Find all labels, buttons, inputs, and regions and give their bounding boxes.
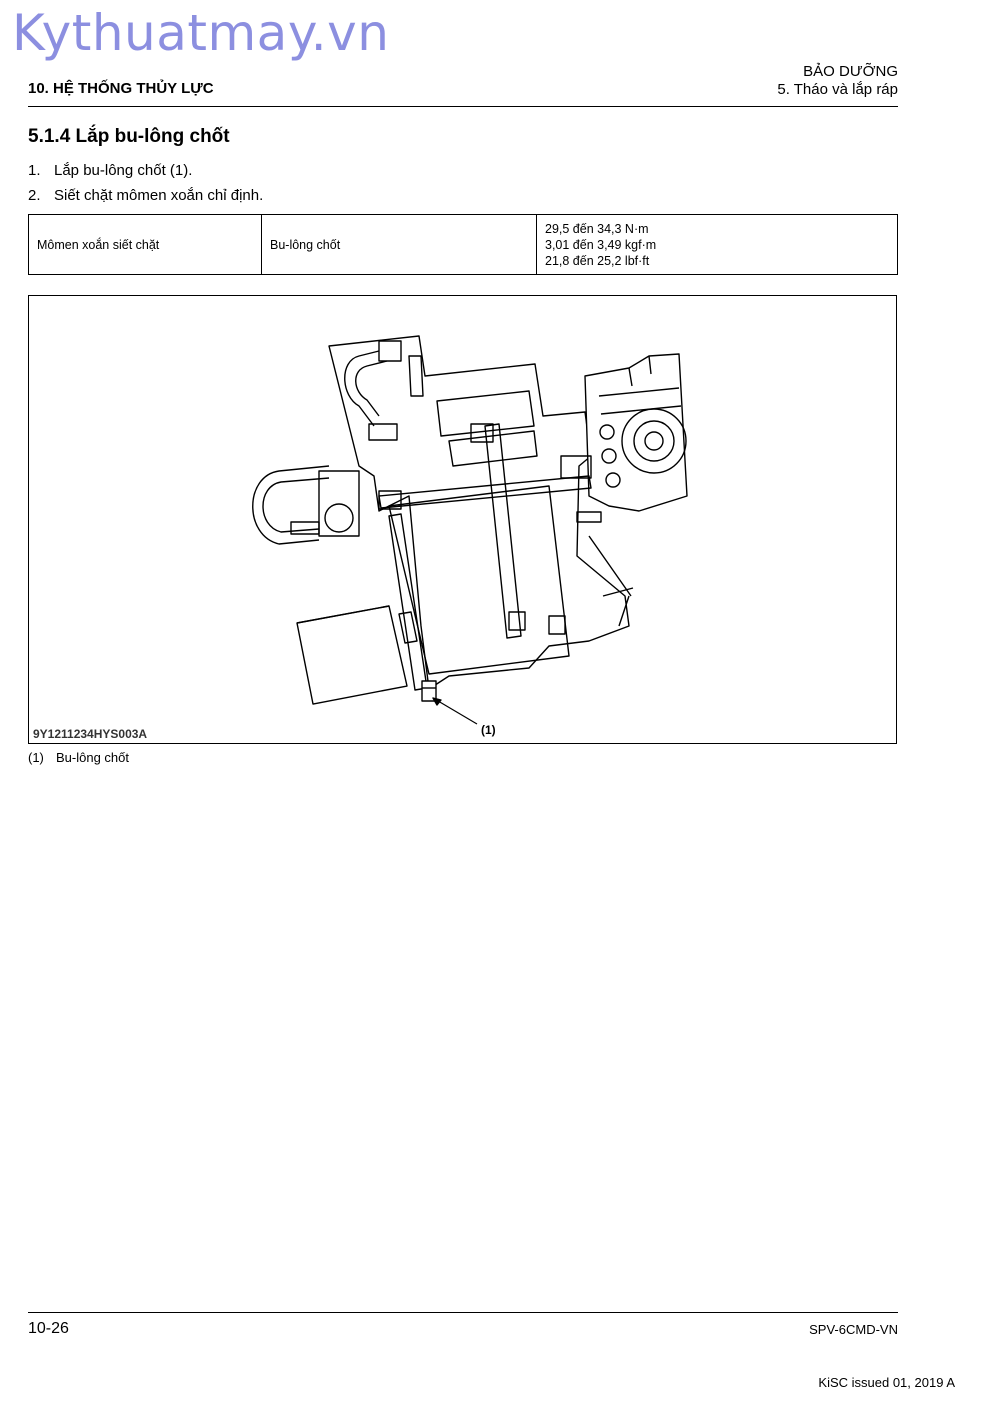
torque-value-kgf: 3,01 đến 3,49 kgf·m [545,237,657,252]
table-row [29,215,898,275]
torque-label-cell: Mômen xoắn siết chặt [29,215,262,275]
header-subsection: 5. Tháo và lắp ráp [777,81,898,98]
torque-value-nm: 29,5 đến 34,3 N·m [545,221,649,236]
pipe-loop-left [253,466,359,544]
doc-code: SPV-6CMD-VN [809,1322,898,1337]
caption-number: (1) [28,750,44,765]
hydraulic-assembly-drawing [29,296,896,743]
figure-code: 9Y1211234HYS003A [33,727,148,741]
figure-caption [28,750,129,765]
header-right [777,63,898,99]
page-number: 10-26 [28,1320,69,1337]
step-item [28,183,263,208]
torque-table [28,214,898,275]
step-text: Siết chặt mômen xoắn chỉ định. [54,187,264,204]
torque-item-cell: Bu-lông chốt [262,215,537,275]
figure-frame [28,295,897,744]
filter-block [297,606,417,704]
header-rule [28,106,898,107]
callout-arrowhead [433,698,441,705]
step-list [28,158,263,208]
torque-values-cell [537,215,898,275]
torque-value-lbf: 21,8 đến 25,2 lbf·ft [545,253,650,268]
caption-text: Bu-lông chốt [56,750,129,765]
step-text: Lắp bu-lông chốt (1). [54,162,193,179]
chapter-title: 10. HỆ THỐNG THỦY LỰC [28,80,214,97]
step-item [28,158,263,183]
issued-note: KiSC issued 01, 2019 A [818,1375,955,1390]
step-number: 2. [28,187,41,204]
footer-rule [28,1312,898,1313]
step-number: 1. [28,162,41,179]
header-category: BẢO DƯỠNG [803,63,898,80]
callout-label: (1) [481,723,496,737]
section-title: 5.1.4 Lắp bu-lông chốt [28,126,230,147]
watermark: Kythuatmay.vn [12,4,390,62]
